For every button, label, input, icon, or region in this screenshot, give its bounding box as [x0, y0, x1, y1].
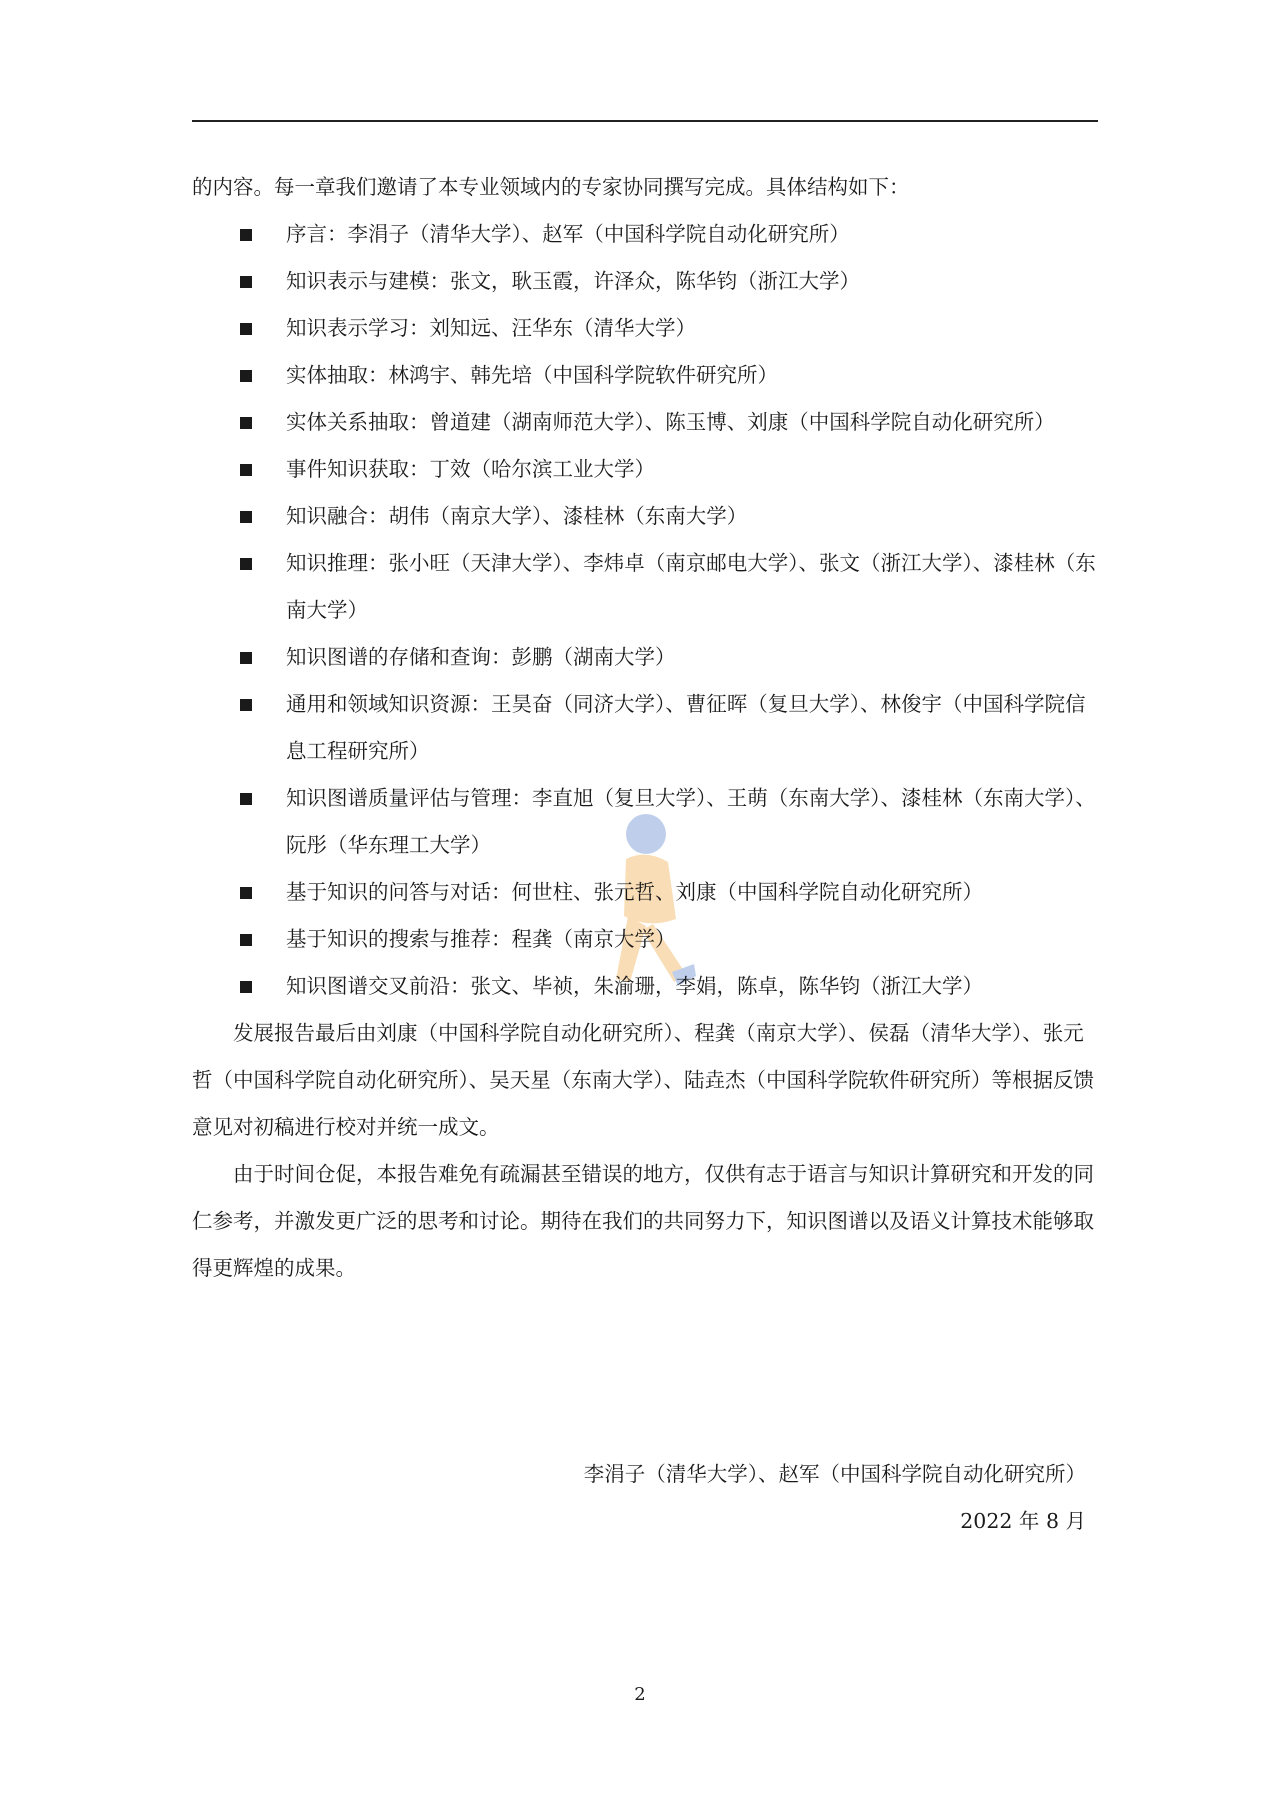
square-bullet-icon: [240, 793, 252, 805]
date: 2022 年 8 月: [960, 1509, 1086, 1533]
square-bullet-icon: [240, 323, 252, 335]
square-bullet-icon: [240, 934, 252, 946]
list-item: 实体抽取：林鸿宇、韩先培（中国科学院软件研究所）: [192, 352, 1098, 399]
square-bullet-icon: [240, 511, 252, 523]
list-item: 知识图谱质量评估与管理：李直旭（复旦大学）、王萌（东南大学）、漆桂林（东南大学）、阮彤（华东理工大学）: [192, 775, 1098, 869]
list-item: 基于知识的搜索与推荐：程龚（南京大学）: [192, 916, 1098, 963]
square-bullet-icon: [240, 558, 252, 570]
header-rule: [192, 120, 1098, 122]
list-item: 实体关系抽取：曾道建（湖南师范大学）、陈玉博、刘康（中国科学院自动化研究所）: [192, 399, 1098, 446]
square-bullet-icon: [240, 417, 252, 429]
square-bullet-icon: [240, 699, 252, 711]
intro-line: 的内容。每一章我们邀请了本专业领域内的专家协同撰写完成。具体结构如下：: [192, 175, 910, 199]
list-item: 知识推理：张小旺（天津大学）、李炜卓（南京邮电大学）、张文（浙江大学）、漆桂林（东南大学）: [192, 540, 1098, 634]
list-item: 知识图谱交叉前沿：张文、毕祯，朱渝珊，李娟，陈卓，陈华钧（浙江大学）: [192, 963, 1098, 1010]
disclaimer-paragraph: 由于时间仓促，本报告难免有疏漏甚至错误的地方，仅供有志于语言与知识计算研究和开发的同仁参考，并激发更广泛的思考和讨论。期待在我们的共同努力下，知识图谱以及语义计算技术能够取得更辉煌的成果。: [192, 1162, 1094, 1280]
square-bullet-icon: [240, 887, 252, 899]
square-bullet-icon: [240, 652, 252, 664]
square-bullet-icon: [240, 370, 252, 382]
list-item: 通用和领域知识资源：王昊奋（同济大学）、曹征晖（复旦大学）、林俊宇（中国科学院信息工程研究所）: [192, 681, 1098, 775]
list-item: 知识图谱的存储和查询：彭鹏（湖南大学）: [192, 634, 1098, 681]
square-bullet-icon: [240, 229, 252, 241]
square-bullet-icon: [240, 276, 252, 288]
list-item: 知识表示学习：刘知远、汪华东（清华大学）: [192, 305, 1098, 352]
page-number: 2: [634, 1684, 646, 1705]
list-item: 知识融合：胡伟（南京大学）、漆桂林（东南大学）: [192, 493, 1098, 540]
list-item: 基于知识的问答与对话：何世柱、张元哲、刘康（中国科学院自动化研究所）: [192, 869, 1098, 916]
list-item: 知识表示与建模：张文，耿玉霞，许泽众，陈华钧（浙江大学）: [192, 258, 1098, 305]
square-bullet-icon: [240, 464, 252, 476]
document-body: [192, 164, 1098, 1292]
proofreading-paragraph: 发展报告最后由刘康（中国科学院自动化研究所）、程龚（南京大学）、侯磊（清华大学）、张元哲（中国科学院自动化研究所）、吴天星（东南大学）、陆垚杰（中国科学院软件研究所）等根据反馈意见对初稿进行校对并统一成文。: [192, 1021, 1094, 1139]
list-item: 序言：李涓子（清华大学）、赵军（中国科学院自动化研究所）: [192, 211, 1098, 258]
section-author-list: [192, 211, 1098, 1010]
list-item: 事件知识获取：丁效（哈尔滨工业大学）: [192, 446, 1098, 493]
signature: 李涓子（清华大学）、赵军（中国科学院自动化研究所）: [583, 1462, 1086, 1486]
square-bullet-icon: [240, 981, 252, 993]
